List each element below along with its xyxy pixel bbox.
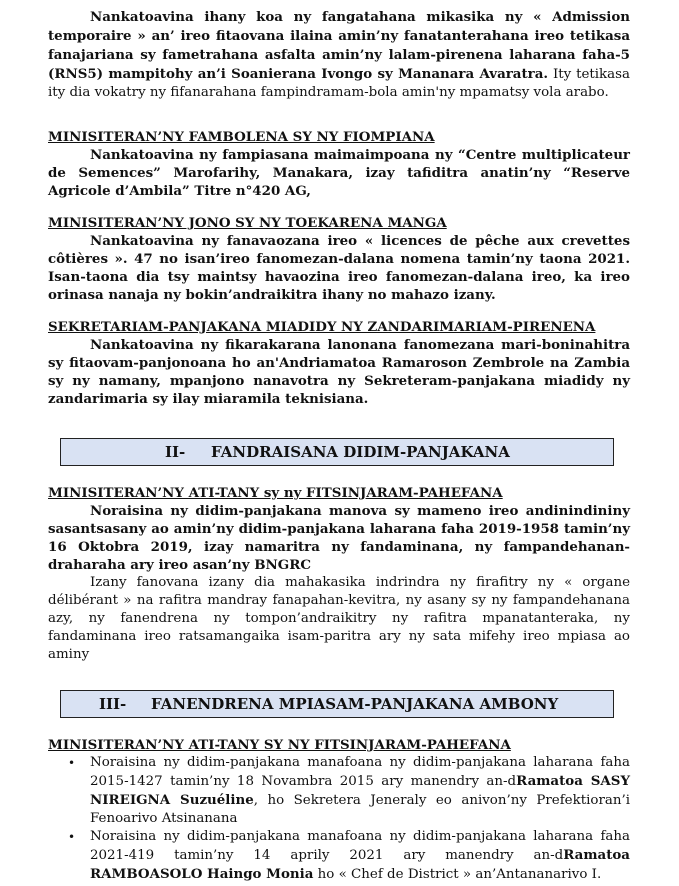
paragraph-admission	[48, 8, 630, 102]
bullet-icon: •	[68, 756, 76, 770]
appointee-name: Ramatoa RAMBOASOLO Haingo Monia	[90, 847, 630, 882]
section-jono	[48, 214, 630, 304]
admission-bold-text: Nankatoavina ihany koa ny fangatahana mikasika ny « Admission temporaire » an’ ireo fitaovana ilaina amin’ny fanatanterahana ireo tetikasa fanajariana sy fametrahana asfalta amin’ny lalam-pirenena laharana faha-5 (RNS5) mampitohy an’i Soanierana Ivongo sy Mananara Avaratra.	[48, 9, 630, 82]
text-bngrc: Noraisina ny didim-panjakana manova sy mameno ireo andinindininy sasantsasany ao amin’ny didim-panjakana laharana faha 2019-1958 tamin’ny 16 Oktobra 2019, izay namaritra ny fandaminana, ny fampandehanan-draharaha ary ireo asan’ny BNGRC	[48, 503, 630, 573]
admission-rest-text: Ity tetikasa ity dia vokatry ny fifanarahana fampindramam-bola amin'ny mpamatsy vola arabo.	[48, 67, 630, 100]
heading-fambolena: MINISITERAN’NY FAMBOLENA SY NY FIOMPIANA	[48, 129, 435, 145]
section-zandarimaria	[48, 318, 630, 408]
heading-ati-tany-1: MINISITERAN’NY ATI-TANY sy ny FITSINJARAM-PAHEFANA	[48, 485, 503, 501]
bullet-icon: •	[68, 830, 76, 844]
section-number-2: II-	[165, 443, 186, 461]
section-title-3: FANENDRENA MPIASAM-PANJAKANA AMBONY	[151, 695, 559, 713]
list-item	[68, 754, 630, 828]
item-text: Noraisina ny didim-panjakana manafoana ny didim-panjakana laharana faha 2015-1427 tamin’ny 18 Novambra 2015 ary manendry an-d	[90, 755, 630, 789]
text-organe-deliberant: Izany fanovana izany dia mahakasika indrindra ny firafitry ny « organe délibérant » na rafitra mandray fanapahan-kevitra, ny asany sy ny fampandehanana azy, ny fanendrena ny tompon’andraikitry ny rafitra mpanatanteraka, ny fandaminana ireo ratsamangaika isam-paritra ary ny sata mifehy ireo mpiasa ao aminy	[48, 575, 630, 662]
section-title-2: FANDRAISANA DIDIM-PANJAKANA	[211, 443, 510, 461]
section-fanendrena	[48, 736, 630, 884]
heading-ati-tany-2: MINISITERAN’NY ATI-TANY SY NY FITSINJARAM-PAHEFANA	[48, 737, 511, 753]
appointments-list	[48, 754, 630, 884]
item-text: Noraisina ny didim-panjakana manafoana ny didim-panjakana laharana faha 2021-419 tamin’ny 14 aprily 2021 ary manendry an-d	[90, 829, 630, 863]
appointee-name: Ramatoa SASY NIREIGNA Suzuéline	[90, 773, 630, 808]
list-item	[68, 828, 630, 884]
section-fandraisana	[48, 484, 630, 664]
section-title-box-2	[60, 438, 614, 466]
item-text: , ho Sekretera Jeneraly eo anivon’ny Prefektioran’i Fenoarivo Atsinanana	[90, 793, 630, 826]
text-jono: Nankatoavina ny fanavaozana ireo « licences de pêche aux crevettes côtières ». 47 no isan’ireo fanomezan-dalana nomena tamin’ny taona 2021. Isan-taona dia tsy maintsy havaozina ireo fanomezan-dalana ireo, ka ireo orinasa nanaja ny bokin’andraikitra ihany no mahazo izany.	[48, 233, 630, 303]
text-fambolena: Nankatoavina ny fampiasana maimaimpoana ny “Centre multiplicateur de Semences” Marofarihy, Manakara, izay tafiditra anatin’ny “Reserve Agricole d’Ambila” Titre n°420 AG,	[48, 147, 630, 199]
heading-jono: MINISITERAN’NY JONO SY NY TOEKARENA MANGA	[48, 215, 447, 231]
section-number-3: III-	[99, 695, 127, 713]
section-title-box-3	[60, 690, 614, 718]
heading-zandarimaria: SEKRETARIAM-PANJAKANA MIADIDY NY ZANDARIMARIAM-PIRENENA	[48, 319, 596, 335]
item-text: ho « Chef de District » an’Antananarivo I.	[313, 867, 602, 882]
section-fambolena	[48, 128, 630, 200]
text-zandarimaria: Nankatoavina ny fikarakarana lanonana fanomezana mari-boninahitra sy fitaovam-panjonoana ho an'Andriamatoa Ramaroson Zembrole na Zambia sy ny namany, mpanjono nanavotra ny Sekreteram-panjakana miadidy ny zandarimaria sy ilay miaramila teknisiana.	[48, 337, 630, 407]
